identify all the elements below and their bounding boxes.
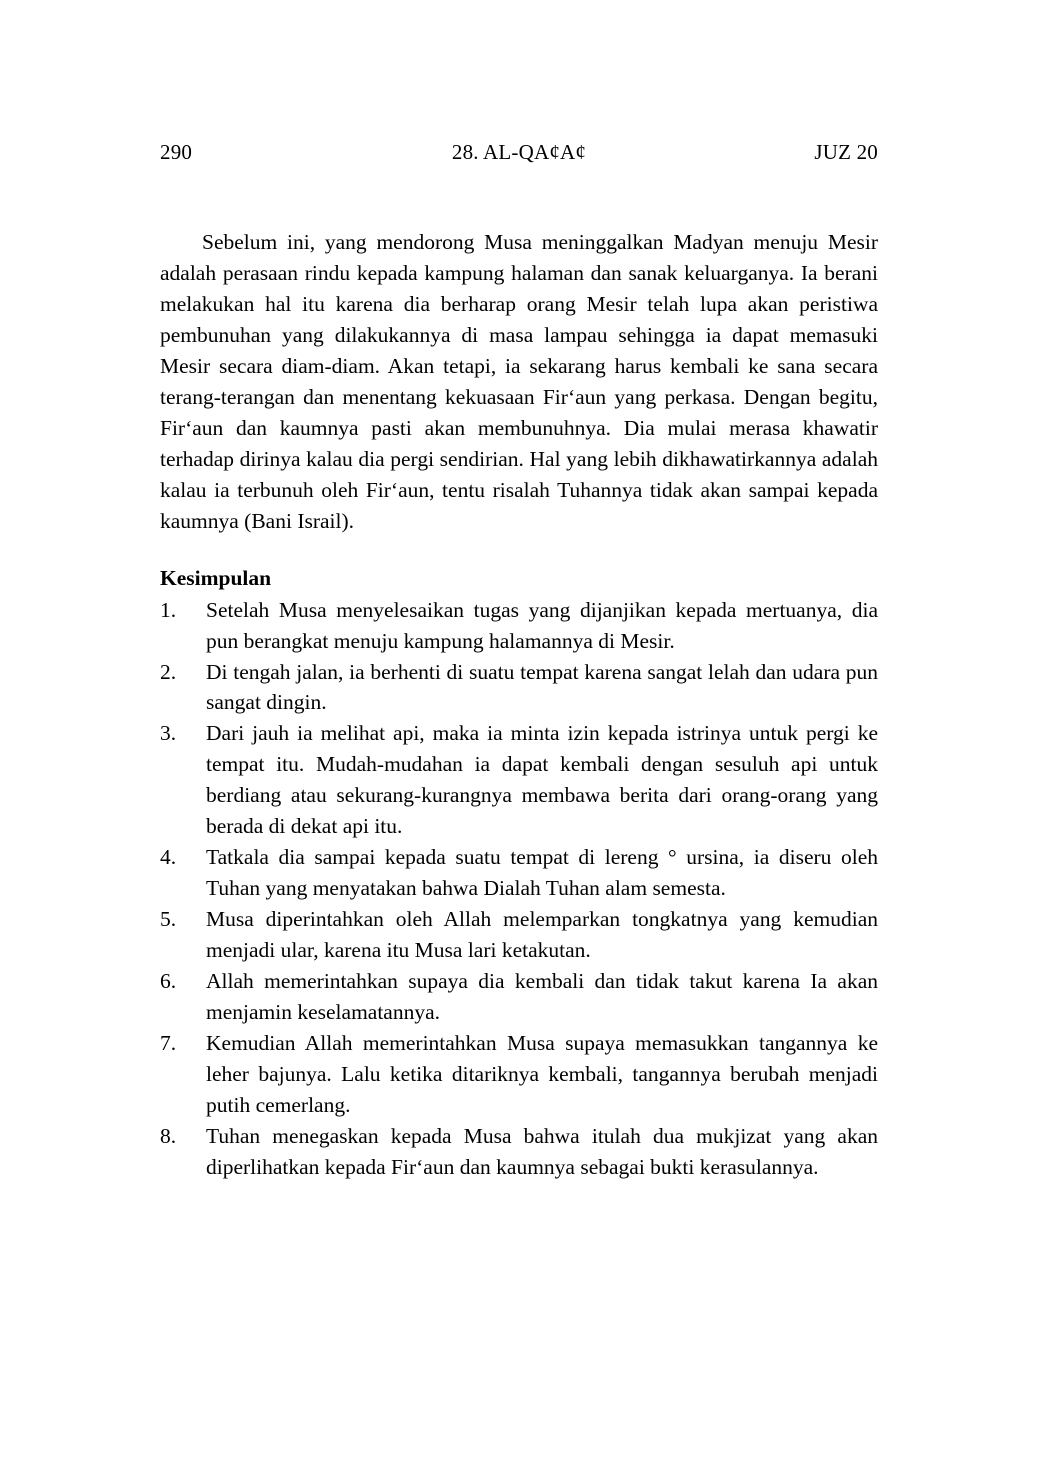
list-item-number: 3.: [160, 721, 177, 746]
list-item-text: Dari jauh ia melihat api, maka ia minta izin kepada istrinya untuk pergi ke tempat itu. Mudah-mudahan ia dapat kembali dengan sesuluh api untuk berdiang atau sekurang-kurangnya membawa berita dari orang-orang yang berada di dekat api itu.: [206, 721, 878, 839]
list-item-text: Tuhan menegaskan kepada Musa bahwa itulah dua mukjizat yang akan diperlihatkan kepada Fir‘aun dan kaumnya sebagai bukti kerasulannya.: [206, 1123, 878, 1179]
list-item-number: 5.: [160, 907, 177, 932]
running-head: [160, 140, 878, 165]
list-item-number: 2.: [160, 659, 177, 684]
juz-label: JUZ 20: [814, 140, 878, 164]
list-item-number: 8.: [160, 1123, 177, 1148]
list-item: [160, 842, 878, 904]
list-item: [160, 718, 878, 842]
list-item-text: Setelah Musa menyelesaikan tugas yang dijanjikan kepada mertuanya, dia pun berangkat menuju kampung halamannya di Mesir.: [206, 597, 878, 653]
page-number: 290: [160, 140, 193, 164]
list-item-number: 4.: [160, 845, 177, 870]
list-item-text: Tatkala dia sampai kepada suatu tempat di lereng ° ursina, ia diseru oleh Tuhan yang menyatakan bahwa Dialah Tuhan alam semesta.: [206, 845, 878, 901]
list-item-text: Di tengah jalan, ia berhenti di suatu tempat karena sangat lelah dan udara pun sangat dingin.: [206, 659, 878, 715]
list-item-text: Musa diperintahkan oleh Allah melemparkan tongkatnya yang kemudian menjadi ular, karena itu Musa lari ketakutan.: [206, 907, 878, 963]
list-item-number: 1.: [160, 597, 177, 622]
list-item-text: Kemudian Allah memerintahkan Musa supaya memasukkan tangannya ke leher bajunya. Lalu ketika ditariknya kembali, tangannya berubah menjadi putih cemerlang.: [206, 1030, 878, 1117]
conclusion-list: [160, 595, 878, 1183]
list-item: [160, 1121, 878, 1183]
surah-title: 28. AL-QA¢A¢: [451, 140, 587, 164]
list-item-text: Allah memerintahkan supaya dia kembali dan tidak takut karena Ia akan menjamin keselamatannya.: [206, 969, 878, 1025]
list-item: [160, 966, 878, 1028]
list-item-number: 7.: [160, 1030, 177, 1055]
list-item: [160, 904, 878, 966]
section-heading: Kesimpulan: [160, 565, 272, 590]
list-item: [160, 595, 878, 657]
body-paragraph: Sebelum ini, yang mendorong Musa meninggalkan Madyan menuju Mesir adalah perasaan rindu kepada kampung halaman dan sanak keluarganya. Ia berani melakukan hal itu karena dia berharap orang Mesir telah lupa akan peristiwa pembunuhan yang dilakukannya di masa lampau sehingga ia dapat memasuki Mesir secara diam-diam. Akan tetapi, ia sekarang harus kembali ke sana secara terang-terangan dan menentang kekuasaan Fir‘aun yang perkasa. Dengan begitu, Fir‘aun dan kaumnya pasti akan membunuhnya. Dia mulai merasa khawatir terhadap dirinya kalau dia pergi sendirian. Hal yang lebih dikhawatirkannya adalah kalau ia terbunuh oleh Fir‘aun, tentu risalah Tuhannya tidak akan sampai kepada kaumnya (Bani Israil).: [160, 230, 878, 533]
list-item-number: 6.: [160, 969, 177, 994]
list-item: [160, 657, 878, 719]
list-item: [160, 1028, 878, 1121]
